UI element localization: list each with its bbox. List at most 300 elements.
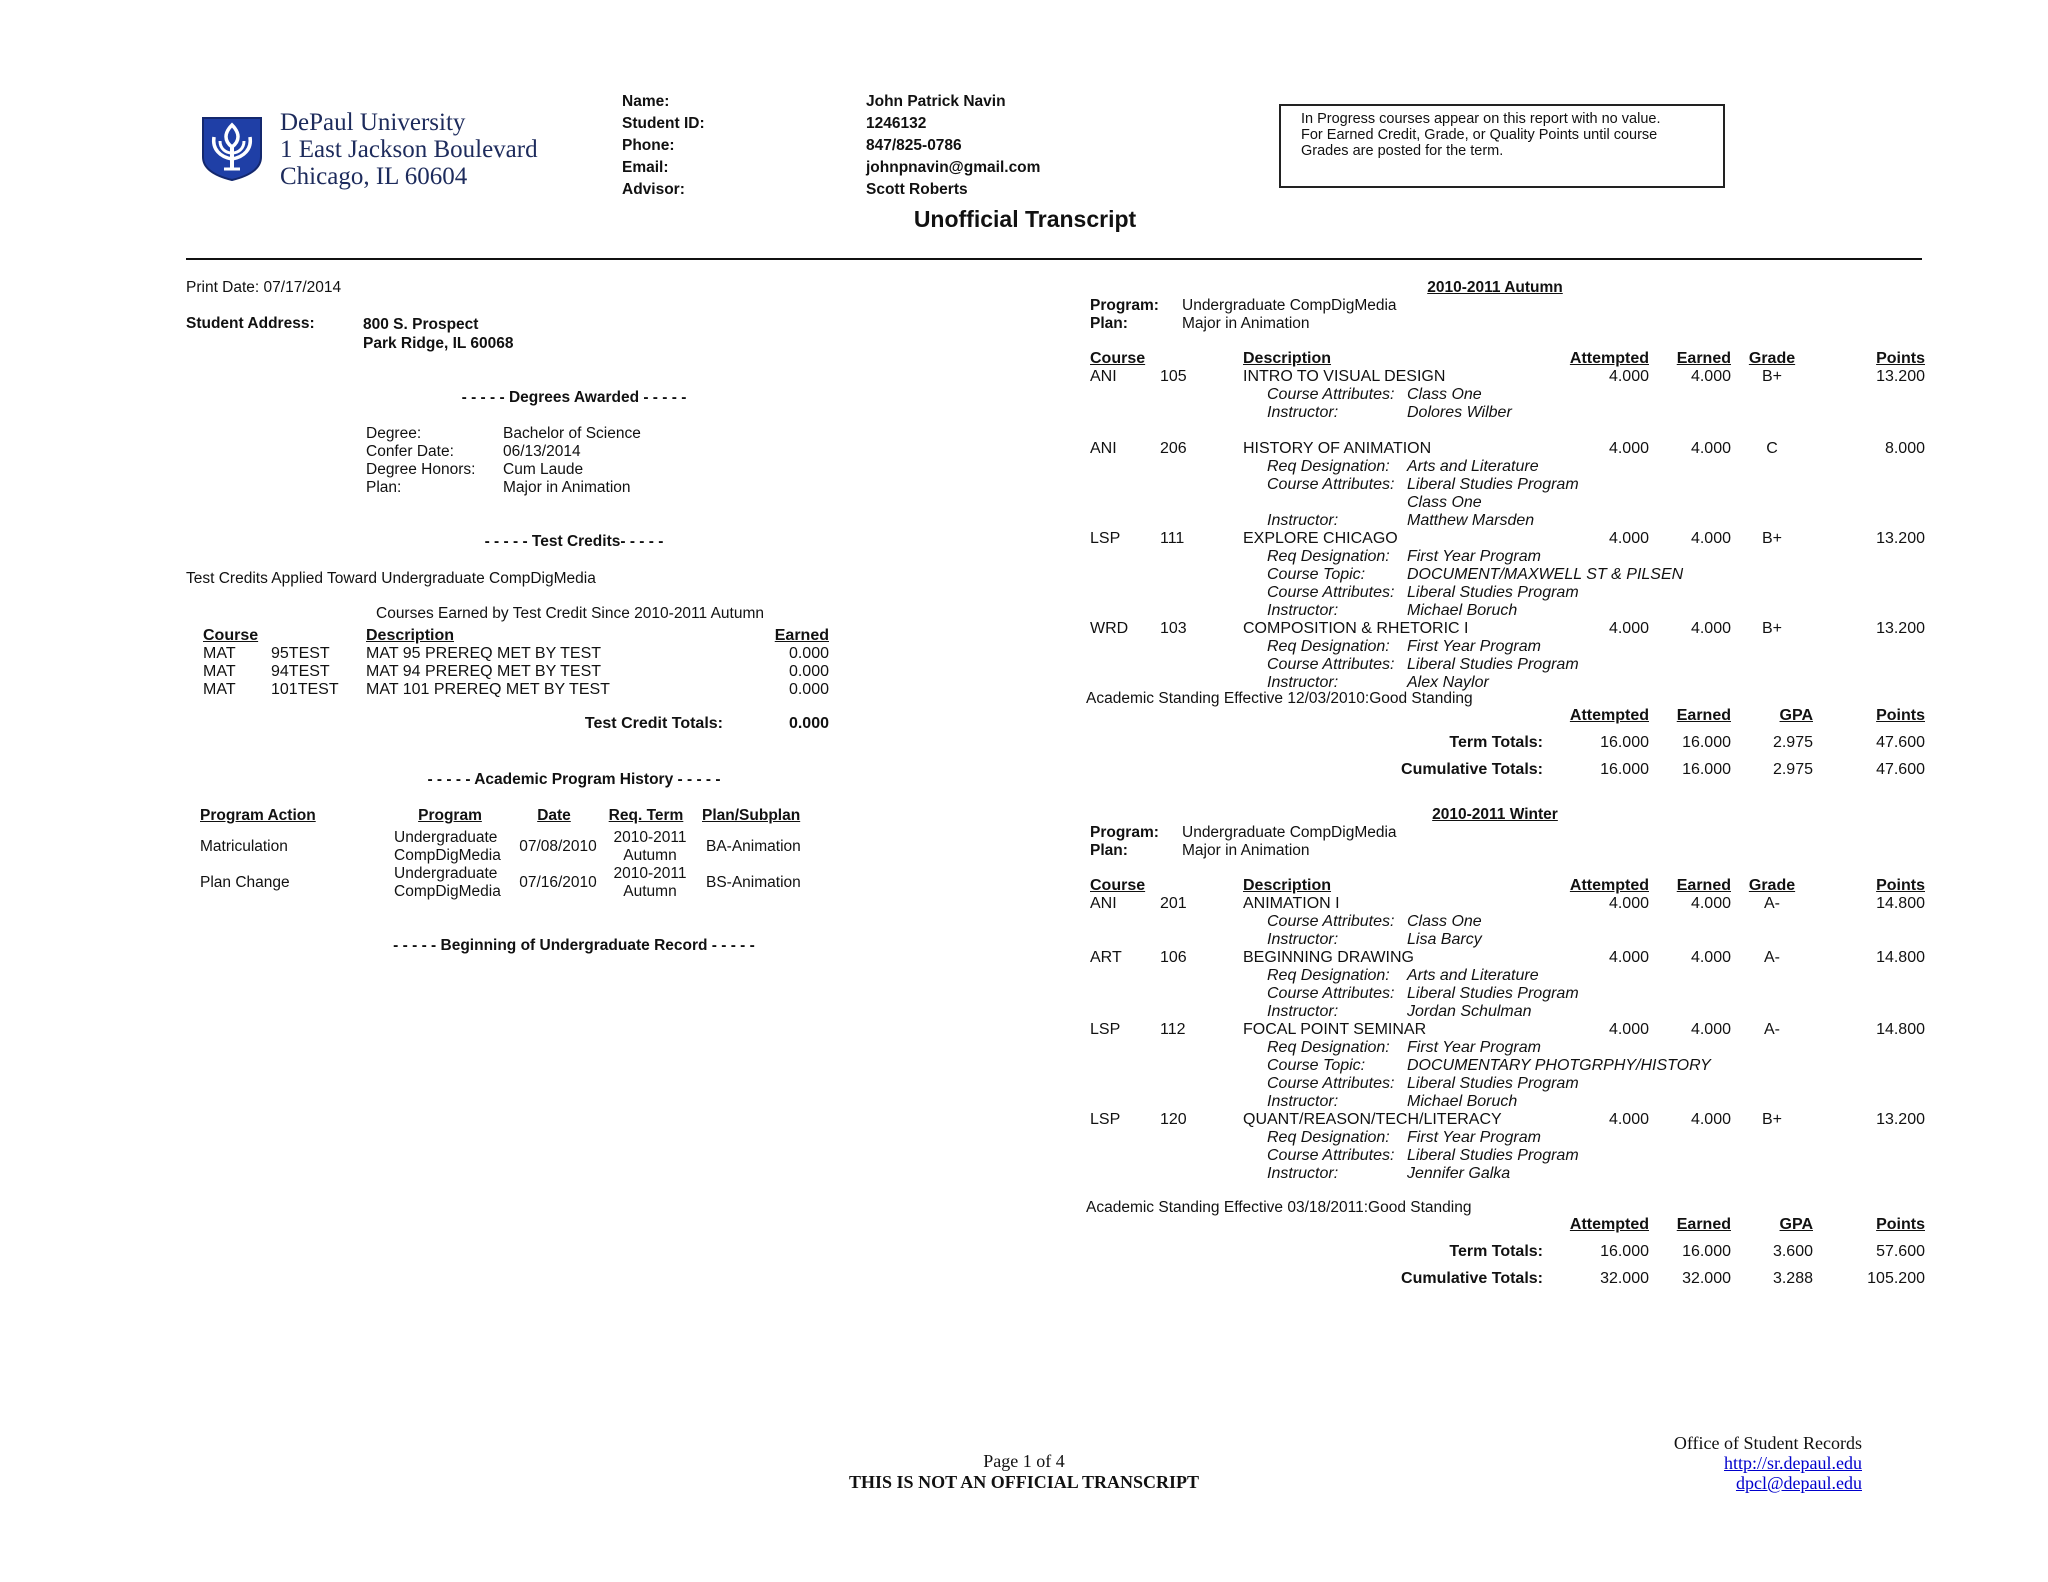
term-line: Autumn bbox=[623, 883, 677, 900]
course-entry bbox=[1090, 895, 1925, 949]
term-program-autumn bbox=[1090, 297, 1397, 333]
program-history-row bbox=[200, 829, 860, 865]
address-line: 800 S. Prospect bbox=[363, 316, 479, 333]
program-history-table bbox=[200, 807, 860, 901]
program-term bbox=[602, 865, 698, 901]
field-label: Phone: bbox=[622, 137, 675, 154]
attribute-label: Instructor: bbox=[1267, 931, 1339, 948]
program-line: Undergraduate bbox=[394, 865, 498, 882]
course-description: QUANT/REASON/TECH/LITERACY bbox=[1243, 1111, 1502, 1128]
course-row bbox=[1090, 368, 1925, 386]
attribute-value: Liberal Studies Program bbox=[1407, 584, 1579, 601]
course-grade: A- bbox=[1764, 949, 1780, 966]
attribute-value: First Year Program bbox=[1407, 638, 1541, 655]
course-attribute bbox=[1090, 548, 1925, 566]
test-total-value: 0.000 bbox=[788, 715, 829, 732]
total-earned: 16.000 bbox=[1682, 1243, 1731, 1260]
degree-row bbox=[366, 479, 641, 497]
course-table-autumn bbox=[1090, 350, 1925, 692]
course-attempted: 4.000 bbox=[1608, 368, 1649, 385]
attribute-value: Arts and Literature bbox=[1407, 458, 1539, 475]
course-subject: ANI bbox=[1090, 368, 1117, 385]
course-attribute bbox=[1090, 512, 1925, 530]
student-address bbox=[363, 315, 514, 353]
program-line: CompDigMedia bbox=[394, 883, 501, 900]
address-label: Student Address: bbox=[186, 315, 315, 332]
col-program-action: Program Action bbox=[200, 807, 316, 824]
course-earned: 4.000 bbox=[1690, 620, 1731, 637]
attribute-label: Instructor: bbox=[1267, 1003, 1339, 1020]
program-line: Undergraduate bbox=[394, 829, 498, 846]
cumulative-points: 47.600 bbox=[1876, 761, 1925, 778]
phone-row bbox=[622, 135, 1040, 157]
program-label: Program: bbox=[1090, 824, 1159, 841]
cumulative-points: 105.200 bbox=[1867, 1270, 1925, 1287]
course-attribute bbox=[1090, 1039, 1925, 1057]
attribute-label: Course Attributes: bbox=[1267, 985, 1395, 1002]
page-title: Unofficial Transcript bbox=[913, 206, 1137, 232]
total-attempted: 16.000 bbox=[1600, 1243, 1649, 1260]
course-attribute bbox=[1090, 1129, 1925, 1147]
cumulative-totals-label: Cumulative Totals: bbox=[1401, 761, 1543, 778]
course-earned: 0.000 bbox=[788, 645, 829, 662]
degree-row bbox=[366, 461, 641, 479]
col-description: Description bbox=[1243, 350, 1332, 367]
course-row bbox=[1090, 620, 1925, 638]
course-table-winter bbox=[1090, 877, 1925, 1183]
course-points: 14.800 bbox=[1876, 949, 1925, 966]
attribute-value: Jordan Schulman bbox=[1407, 1003, 1532, 1020]
course-subject: LSP bbox=[1090, 530, 1121, 547]
advisor-row bbox=[622, 179, 1040, 201]
course-attribute bbox=[1090, 656, 1925, 674]
attribute-label: Instructor: bbox=[1267, 512, 1339, 529]
test-credits-applied: Test Credits Applied Toward Undergraduate CompDigMedia bbox=[186, 570, 596, 587]
course-subject: ANI bbox=[1090, 895, 1117, 912]
beginning-of-record: - - - - - Beginning of Undergraduate Record - - - - - bbox=[393, 937, 755, 954]
attribute-label: Instructor: bbox=[1267, 674, 1339, 691]
course-entry bbox=[1090, 1021, 1925, 1111]
total-attempted: 16.000 bbox=[1600, 734, 1649, 751]
course-attribute bbox=[1090, 1075, 1925, 1093]
course-subject: MAT bbox=[203, 663, 236, 680]
course-subject: ANI bbox=[1090, 440, 1117, 457]
attribute-value: Arts and Literature bbox=[1407, 967, 1539, 984]
course-row bbox=[1090, 1021, 1925, 1039]
course-points: 8.000 bbox=[1884, 440, 1925, 457]
student-name: John Patrick Navin bbox=[866, 93, 1006, 110]
cumulative-attempted: 32.000 bbox=[1600, 1270, 1649, 1287]
term-totals-row bbox=[1240, 1243, 1925, 1261]
course-description: ANIMATION I bbox=[1243, 895, 1340, 912]
plan-label: Plan: bbox=[1090, 842, 1128, 859]
col-course: Course bbox=[1090, 877, 1146, 894]
attribute-label: Instructor: bbox=[1267, 602, 1339, 619]
col-earned: Earned bbox=[1676, 350, 1731, 367]
term-totals-label: Term Totals: bbox=[1449, 1243, 1543, 1260]
course-description: MAT 101 PREREQ MET BY TEST bbox=[366, 681, 610, 698]
totals-winter bbox=[1240, 1216, 1925, 1288]
course-earned: 4.000 bbox=[1690, 1111, 1731, 1128]
attribute-value: Liberal Studies Program bbox=[1407, 476, 1579, 493]
student-info bbox=[622, 91, 1040, 201]
term-heading-winter: 2010-2011 Winter bbox=[1432, 806, 1558, 823]
attribute-label: Req Designation: bbox=[1267, 638, 1390, 655]
attribute-value: DOCUMENTARY PHOTGRPHY/HISTORY bbox=[1407, 1057, 1711, 1074]
office-name: Office of Student Records bbox=[1673, 1433, 1862, 1453]
col-plan: Plan/Subplan bbox=[702, 807, 801, 824]
address-line: Park Ridge, IL 60068 bbox=[363, 335, 514, 352]
course-points: 13.200 bbox=[1876, 1111, 1925, 1128]
course-number: 112 bbox=[1160, 1021, 1186, 1038]
plan-value: Major in Animation bbox=[1182, 315, 1310, 332]
term-line: 2010-2011 bbox=[613, 829, 687, 846]
course-earned: 4.000 bbox=[1690, 949, 1731, 966]
course-number: 106 bbox=[1160, 949, 1187, 966]
degree-label: Confer Date: bbox=[366, 443, 454, 460]
course-attribute bbox=[1090, 476, 1925, 494]
col-req-term: Req. Term bbox=[608, 807, 684, 824]
course-row bbox=[1090, 949, 1925, 967]
degree-label: Degree Honors: bbox=[366, 461, 476, 478]
degree-block bbox=[366, 425, 641, 497]
university-name: DePaul University bbox=[280, 109, 466, 136]
program-date: 07/08/2010 bbox=[519, 838, 597, 855]
course-description: COMPOSITION & RHETORIC I bbox=[1243, 620, 1469, 637]
course-attribute bbox=[1090, 931, 1925, 949]
col-attempted: Attempted bbox=[1569, 877, 1649, 894]
cumulative-attempted: 16.000 bbox=[1600, 761, 1649, 778]
course-row bbox=[1090, 440, 1925, 458]
program-label: Program: bbox=[1090, 297, 1159, 314]
attribute-value: Dolores Wilber bbox=[1407, 404, 1512, 421]
course-row bbox=[1090, 530, 1925, 548]
course-earned: 4.000 bbox=[1690, 1021, 1731, 1038]
attribute-value: Liberal Studies Program bbox=[1407, 656, 1579, 673]
field-label: Student ID: bbox=[622, 115, 705, 132]
total-gpa: 2.975 bbox=[1772, 734, 1813, 751]
notice-line: For Earned Credit, Grade, or Quality Points until course bbox=[1301, 127, 1658, 143]
course-attribute bbox=[1090, 404, 1925, 422]
degree-label: Degree: bbox=[366, 425, 422, 442]
attribute-label: Instructor: bbox=[1267, 404, 1339, 421]
term-program-winter bbox=[1090, 824, 1397, 860]
course-description: HISTORY OF ANIMATION bbox=[1243, 440, 1432, 457]
col-grade: Grade bbox=[1748, 877, 1796, 894]
test-credit-totals bbox=[203, 715, 829, 733]
course-attempted: 4.000 bbox=[1608, 1021, 1649, 1038]
email-row bbox=[622, 157, 1040, 179]
course-table-header bbox=[1090, 877, 1925, 895]
col-points: Points bbox=[1876, 350, 1925, 367]
program-plan: BA-Animation bbox=[706, 838, 801, 855]
attribute-value: Liberal Studies Program bbox=[1407, 1147, 1579, 1164]
attribute-value: DOCUMENT/MAXWELL ST & PILSEN bbox=[1407, 566, 1684, 583]
program-line: CompDigMedia bbox=[394, 847, 501, 864]
attribute-value: Lisa Barcy bbox=[1407, 931, 1482, 948]
attribute-label: Req Designation: bbox=[1267, 967, 1390, 984]
student-id-row bbox=[622, 113, 1040, 135]
student-name-row bbox=[622, 91, 1040, 113]
test-credits-since: Courses Earned by Test Credit Since 2010-2011 Autumn bbox=[376, 605, 765, 622]
course-attempted: 4.000 bbox=[1608, 440, 1649, 457]
course-description: FOCAL POINT SEMINAR bbox=[1243, 1021, 1427, 1038]
course-subject: ART bbox=[1090, 949, 1122, 966]
attribute-label: Req Designation: bbox=[1267, 458, 1390, 475]
course-grade: B+ bbox=[1761, 620, 1782, 637]
term-heading-autumn: 2010-2011 Autumn bbox=[1427, 279, 1563, 296]
attribute-value: Class One bbox=[1407, 913, 1482, 930]
col-attempted: Attempted bbox=[1569, 350, 1649, 367]
col-course: Course bbox=[1090, 350, 1146, 367]
degree-value: Major in Animation bbox=[503, 479, 631, 496]
col-description: Description bbox=[1243, 877, 1332, 894]
course-attribute bbox=[1090, 584, 1925, 602]
degree-value: Bachelor of Science bbox=[503, 425, 641, 442]
degree-value: 06/13/2014 bbox=[503, 443, 581, 460]
col-points: Points bbox=[1876, 707, 1925, 724]
field-label: Name: bbox=[622, 93, 670, 110]
course-attribute bbox=[1090, 494, 1925, 512]
plan-value: Major in Animation bbox=[1182, 842, 1310, 859]
attribute-label: Instructor: bbox=[1267, 1093, 1339, 1110]
course-earned: 0.000 bbox=[788, 681, 829, 698]
test-credit-row bbox=[203, 681, 829, 699]
course-number: 94TEST bbox=[271, 663, 330, 680]
header-divider bbox=[186, 258, 1922, 260]
course-description: INTRO TO VISUAL DESIGN bbox=[1243, 368, 1446, 385]
course-entry bbox=[1090, 1111, 1925, 1183]
total-points: 47.600 bbox=[1876, 734, 1925, 751]
cumulative-totals-label: Cumulative Totals: bbox=[1401, 1270, 1543, 1287]
university-address bbox=[280, 109, 538, 190]
course-earned: 0.000 bbox=[788, 663, 829, 680]
records-email-link[interactable]: dpcl@depaul.edu bbox=[1735, 1473, 1862, 1493]
course-attribute bbox=[1090, 566, 1925, 584]
program-date: 07/16/2010 bbox=[519, 874, 597, 891]
program-action: Matriculation bbox=[200, 838, 288, 855]
depaul-logo bbox=[202, 117, 262, 181]
records-website-link[interactable]: http://sr.depaul.edu bbox=[1724, 1453, 1862, 1473]
course-row bbox=[1090, 1111, 1925, 1129]
degree-value: Cum Laude bbox=[503, 461, 584, 478]
course-attribute bbox=[1090, 1003, 1925, 1021]
university-street: 1 East Jackson Boulevard bbox=[280, 136, 538, 163]
course-earned: 4.000 bbox=[1690, 368, 1731, 385]
university-city: Chicago, IL 60604 bbox=[280, 163, 468, 190]
degree-row bbox=[366, 443, 641, 461]
col-gpa: GPA bbox=[1779, 1216, 1813, 1233]
program-plan: BS-Animation bbox=[706, 874, 801, 891]
col-earned: Earned bbox=[1676, 1216, 1731, 1233]
col-description: Description bbox=[366, 627, 455, 644]
attribute-value: Class One bbox=[1407, 494, 1482, 511]
total-earned: 16.000 bbox=[1682, 734, 1731, 751]
course-number: 201 bbox=[1160, 895, 1187, 912]
course-grade: A- bbox=[1764, 1021, 1780, 1038]
attribute-value: Michael Boruch bbox=[1407, 1093, 1518, 1110]
course-entry bbox=[1090, 368, 1925, 422]
course-grade: B+ bbox=[1761, 530, 1782, 547]
term-totals-label: Term Totals: bbox=[1449, 734, 1543, 751]
program-history-row bbox=[200, 865, 860, 901]
course-number: 206 bbox=[1160, 440, 1187, 457]
program-value: Undergraduate CompDigMedia bbox=[1182, 824, 1397, 841]
course-grade: B+ bbox=[1761, 1111, 1782, 1128]
col-program: Program bbox=[418, 807, 482, 824]
attribute-label: Course Topic: bbox=[1267, 1057, 1366, 1074]
test-credit-header bbox=[203, 627, 829, 645]
course-grade: A- bbox=[1764, 895, 1780, 912]
cumulative-totals-row bbox=[1240, 1270, 1925, 1288]
cumulative-gpa: 3.288 bbox=[1772, 1270, 1813, 1287]
attribute-value: Liberal Studies Program bbox=[1407, 1075, 1579, 1092]
course-attribute bbox=[1090, 638, 1925, 656]
test-credits-heading: - - - - - Test Credits- - - - - bbox=[484, 533, 664, 550]
course-points: 13.200 bbox=[1876, 620, 1925, 637]
program-history-heading: - - - - - Academic Program History - - - - - bbox=[427, 771, 721, 788]
attribute-label: Req Designation: bbox=[1267, 548, 1390, 565]
cumulative-earned: 16.000 bbox=[1682, 761, 1731, 778]
degree-row bbox=[366, 425, 641, 443]
attribute-value: Michael Boruch bbox=[1407, 602, 1518, 619]
in-progress-notice bbox=[1279, 104, 1725, 188]
course-attribute bbox=[1090, 1147, 1925, 1165]
cumulative-gpa: 2.975 bbox=[1772, 761, 1813, 778]
term-line: Autumn bbox=[623, 847, 677, 864]
totals-header bbox=[1240, 707, 1925, 725]
course-points: 13.200 bbox=[1876, 368, 1925, 385]
notice-line: Grades are posted for the term. bbox=[1301, 143, 1504, 159]
course-description: MAT 95 PREREQ MET BY TEST bbox=[366, 645, 602, 662]
attribute-value: Alex Naylor bbox=[1407, 674, 1489, 691]
course-attribute bbox=[1090, 458, 1925, 476]
records-office bbox=[1562, 1433, 1862, 1493]
program-value: Undergraduate CompDigMedia bbox=[1182, 297, 1397, 314]
course-grade: B+ bbox=[1761, 368, 1782, 385]
attribute-label: Course Attributes: bbox=[1267, 476, 1395, 493]
col-earned: Earned bbox=[1676, 707, 1731, 724]
course-number: 101TEST bbox=[271, 681, 339, 698]
field-label: Advisor: bbox=[622, 181, 685, 198]
course-number: 111 bbox=[1160, 530, 1185, 547]
course-description: MAT 94 PREREQ MET BY TEST bbox=[366, 663, 602, 680]
program-term bbox=[602, 829, 698, 865]
course-entry bbox=[1090, 440, 1925, 530]
course-attempted: 4.000 bbox=[1608, 895, 1649, 912]
term-line: 2010-2011 bbox=[613, 865, 687, 882]
course-number: 105 bbox=[1160, 368, 1187, 385]
attribute-label: Course Attributes: bbox=[1267, 584, 1395, 601]
course-points: 14.800 bbox=[1876, 1021, 1925, 1038]
col-attempted: Attempted bbox=[1569, 1216, 1649, 1233]
total-points: 57.600 bbox=[1876, 1243, 1925, 1260]
attribute-value: Matthew Marsden bbox=[1407, 512, 1535, 529]
course-number: 103 bbox=[1160, 620, 1187, 637]
test-credit-row bbox=[203, 663, 829, 681]
total-gpa: 3.600 bbox=[1772, 1243, 1813, 1260]
course-earned: 4.000 bbox=[1690, 530, 1731, 547]
cumulative-earned: 32.000 bbox=[1682, 1270, 1731, 1287]
course-points: 14.800 bbox=[1876, 895, 1925, 912]
col-earned: Earned bbox=[774, 627, 829, 644]
course-row bbox=[1090, 895, 1925, 913]
course-attribute bbox=[1090, 985, 1925, 1003]
attribute-value: Class One bbox=[1407, 386, 1482, 403]
cumulative-totals-row bbox=[1240, 761, 1925, 779]
course-points: 13.200 bbox=[1876, 530, 1925, 547]
attribute-label bbox=[1267, 494, 1407, 512]
student-id: 1246132 bbox=[866, 115, 927, 132]
course-attempted: 4.000 bbox=[1608, 1111, 1649, 1128]
attribute-label: Instructor: bbox=[1267, 1165, 1339, 1182]
course-attribute bbox=[1090, 602, 1925, 620]
attribute-label: Course Attributes: bbox=[1267, 386, 1395, 403]
course-entry bbox=[1090, 530, 1925, 620]
attribute-label: Req Designation: bbox=[1267, 1129, 1390, 1146]
attribute-label: Course Attributes: bbox=[1267, 656, 1395, 673]
totals-header bbox=[1240, 1216, 1925, 1234]
test-total-label: Test Credit Totals: bbox=[584, 715, 723, 732]
course-description: BEGINNING DRAWING bbox=[1243, 949, 1414, 966]
notice-line: In Progress courses appear on this report with no value. bbox=[1301, 111, 1661, 127]
col-course: Course bbox=[203, 627, 259, 644]
attribute-value: First Year Program bbox=[1407, 1129, 1541, 1146]
course-attempted: 4.000 bbox=[1608, 620, 1649, 637]
attribute-label: Course Attributes: bbox=[1267, 913, 1395, 930]
not-official-disclaimer: THIS IS NOT AN OFFICIAL TRANSCRIPT bbox=[849, 1472, 1199, 1492]
academic-standing-winter: Academic Standing Effective 03/18/2011:Good Standing bbox=[1086, 1199, 1472, 1216]
course-table-header bbox=[1090, 350, 1925, 368]
degree-label: Plan: bbox=[366, 479, 402, 496]
course-number: 120 bbox=[1160, 1111, 1187, 1128]
course-subject: WRD bbox=[1090, 620, 1129, 637]
course-subject: LSP bbox=[1090, 1111, 1121, 1128]
page-footer bbox=[824, 1451, 1224, 1493]
attribute-label: Course Topic: bbox=[1267, 566, 1366, 583]
test-credit-row bbox=[203, 645, 829, 663]
course-attribute bbox=[1090, 1165, 1925, 1183]
attribute-label: Course Attributes: bbox=[1267, 1147, 1395, 1164]
test-credit-table bbox=[203, 627, 829, 733]
attribute-value: Liberal Studies Program bbox=[1407, 985, 1579, 1002]
course-subject: LSP bbox=[1090, 1021, 1121, 1038]
course-subject: MAT bbox=[203, 681, 236, 698]
course-grade: C bbox=[1766, 440, 1778, 457]
attribute-value: First Year Program bbox=[1407, 1039, 1541, 1056]
col-grade: Grade bbox=[1748, 350, 1796, 367]
course-earned: 4.000 bbox=[1690, 895, 1731, 912]
course-attribute bbox=[1090, 386, 1925, 404]
attribute-label: Course Attributes: bbox=[1267, 1075, 1395, 1092]
degrees-heading: - - - - - Degrees Awarded - - - - - bbox=[461, 389, 687, 406]
course-entry bbox=[1090, 620, 1925, 692]
course-entry bbox=[1090, 949, 1925, 1021]
program-name bbox=[390, 829, 514, 865]
col-points: Points bbox=[1876, 877, 1925, 894]
attribute-value: Jennifer Galka bbox=[1407, 1165, 1511, 1182]
col-gpa: GPA bbox=[1779, 707, 1813, 724]
program-history-header bbox=[200, 807, 860, 825]
term-totals-row bbox=[1240, 734, 1925, 752]
course-subject: MAT bbox=[203, 645, 236, 662]
print-date: Print Date: 07/17/2014 bbox=[186, 279, 342, 296]
col-date: Date bbox=[537, 807, 571, 824]
course-attempted: 4.000 bbox=[1608, 949, 1649, 966]
page-number: Page 1 of 4 bbox=[983, 1451, 1065, 1471]
col-earned: Earned bbox=[1676, 877, 1731, 894]
advisor-name: Scott Roberts bbox=[866, 181, 968, 198]
